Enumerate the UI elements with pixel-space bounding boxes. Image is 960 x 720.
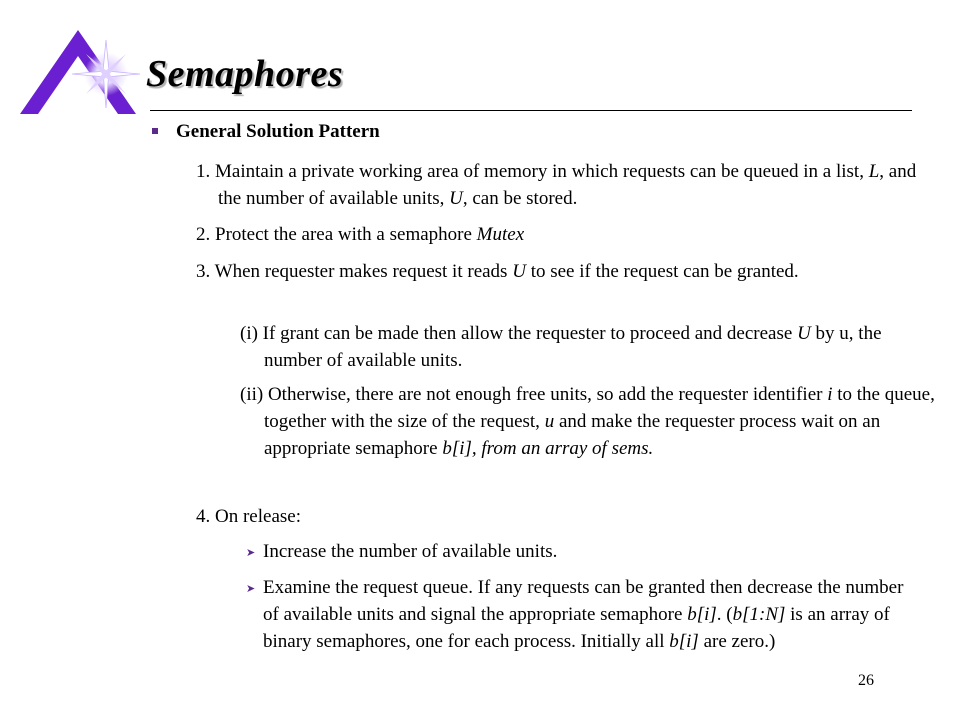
step-3-ii: (ii) Otherwise, there are not enough free units, so add the requester identifier i to the queue, together with the size of the request, u and make the requester process wait on an appropriate semaphore b[i], from an array of sems. xyxy=(240,384,935,459)
arrow-bullet-icon: ➤ xyxy=(246,547,256,559)
step-3-i: (i) If grant can be made then allow the requester to proceed and decrease U by u, the number of available units. xyxy=(240,323,882,371)
step-1: 1. Maintain a private working area of memory in which requests can be queued in a list, L, and the number of available units, U, can be stored. xyxy=(196,161,917,209)
release-item-1: Increase the number of available units. xyxy=(263,541,558,562)
slide-title: Semaphores xyxy=(146,53,344,95)
step-3: 3. When requester makes request it reads U to see if the request can be granted. xyxy=(196,261,799,282)
section-heading: General Solution Pattern xyxy=(176,121,380,142)
arrow-bullet-icon: ➤ xyxy=(246,583,256,595)
step-4: 4. On release: xyxy=(196,506,301,527)
square-bullet-icon xyxy=(152,128,158,134)
page-number: 26 xyxy=(858,672,874,689)
title-divider xyxy=(150,110,912,111)
release-item-2: Examine the request queue. If any requests can be granted then decrease the number of available units and signal the appropriate semaphore b[i]. (b[1:N] is an array of binary semaphores, one for each process. Initially all b[i] are zero.) xyxy=(263,577,904,652)
star-triangle-icon xyxy=(20,28,140,123)
step-2: 2. Protect the area with a semaphore Mutex xyxy=(196,224,525,245)
